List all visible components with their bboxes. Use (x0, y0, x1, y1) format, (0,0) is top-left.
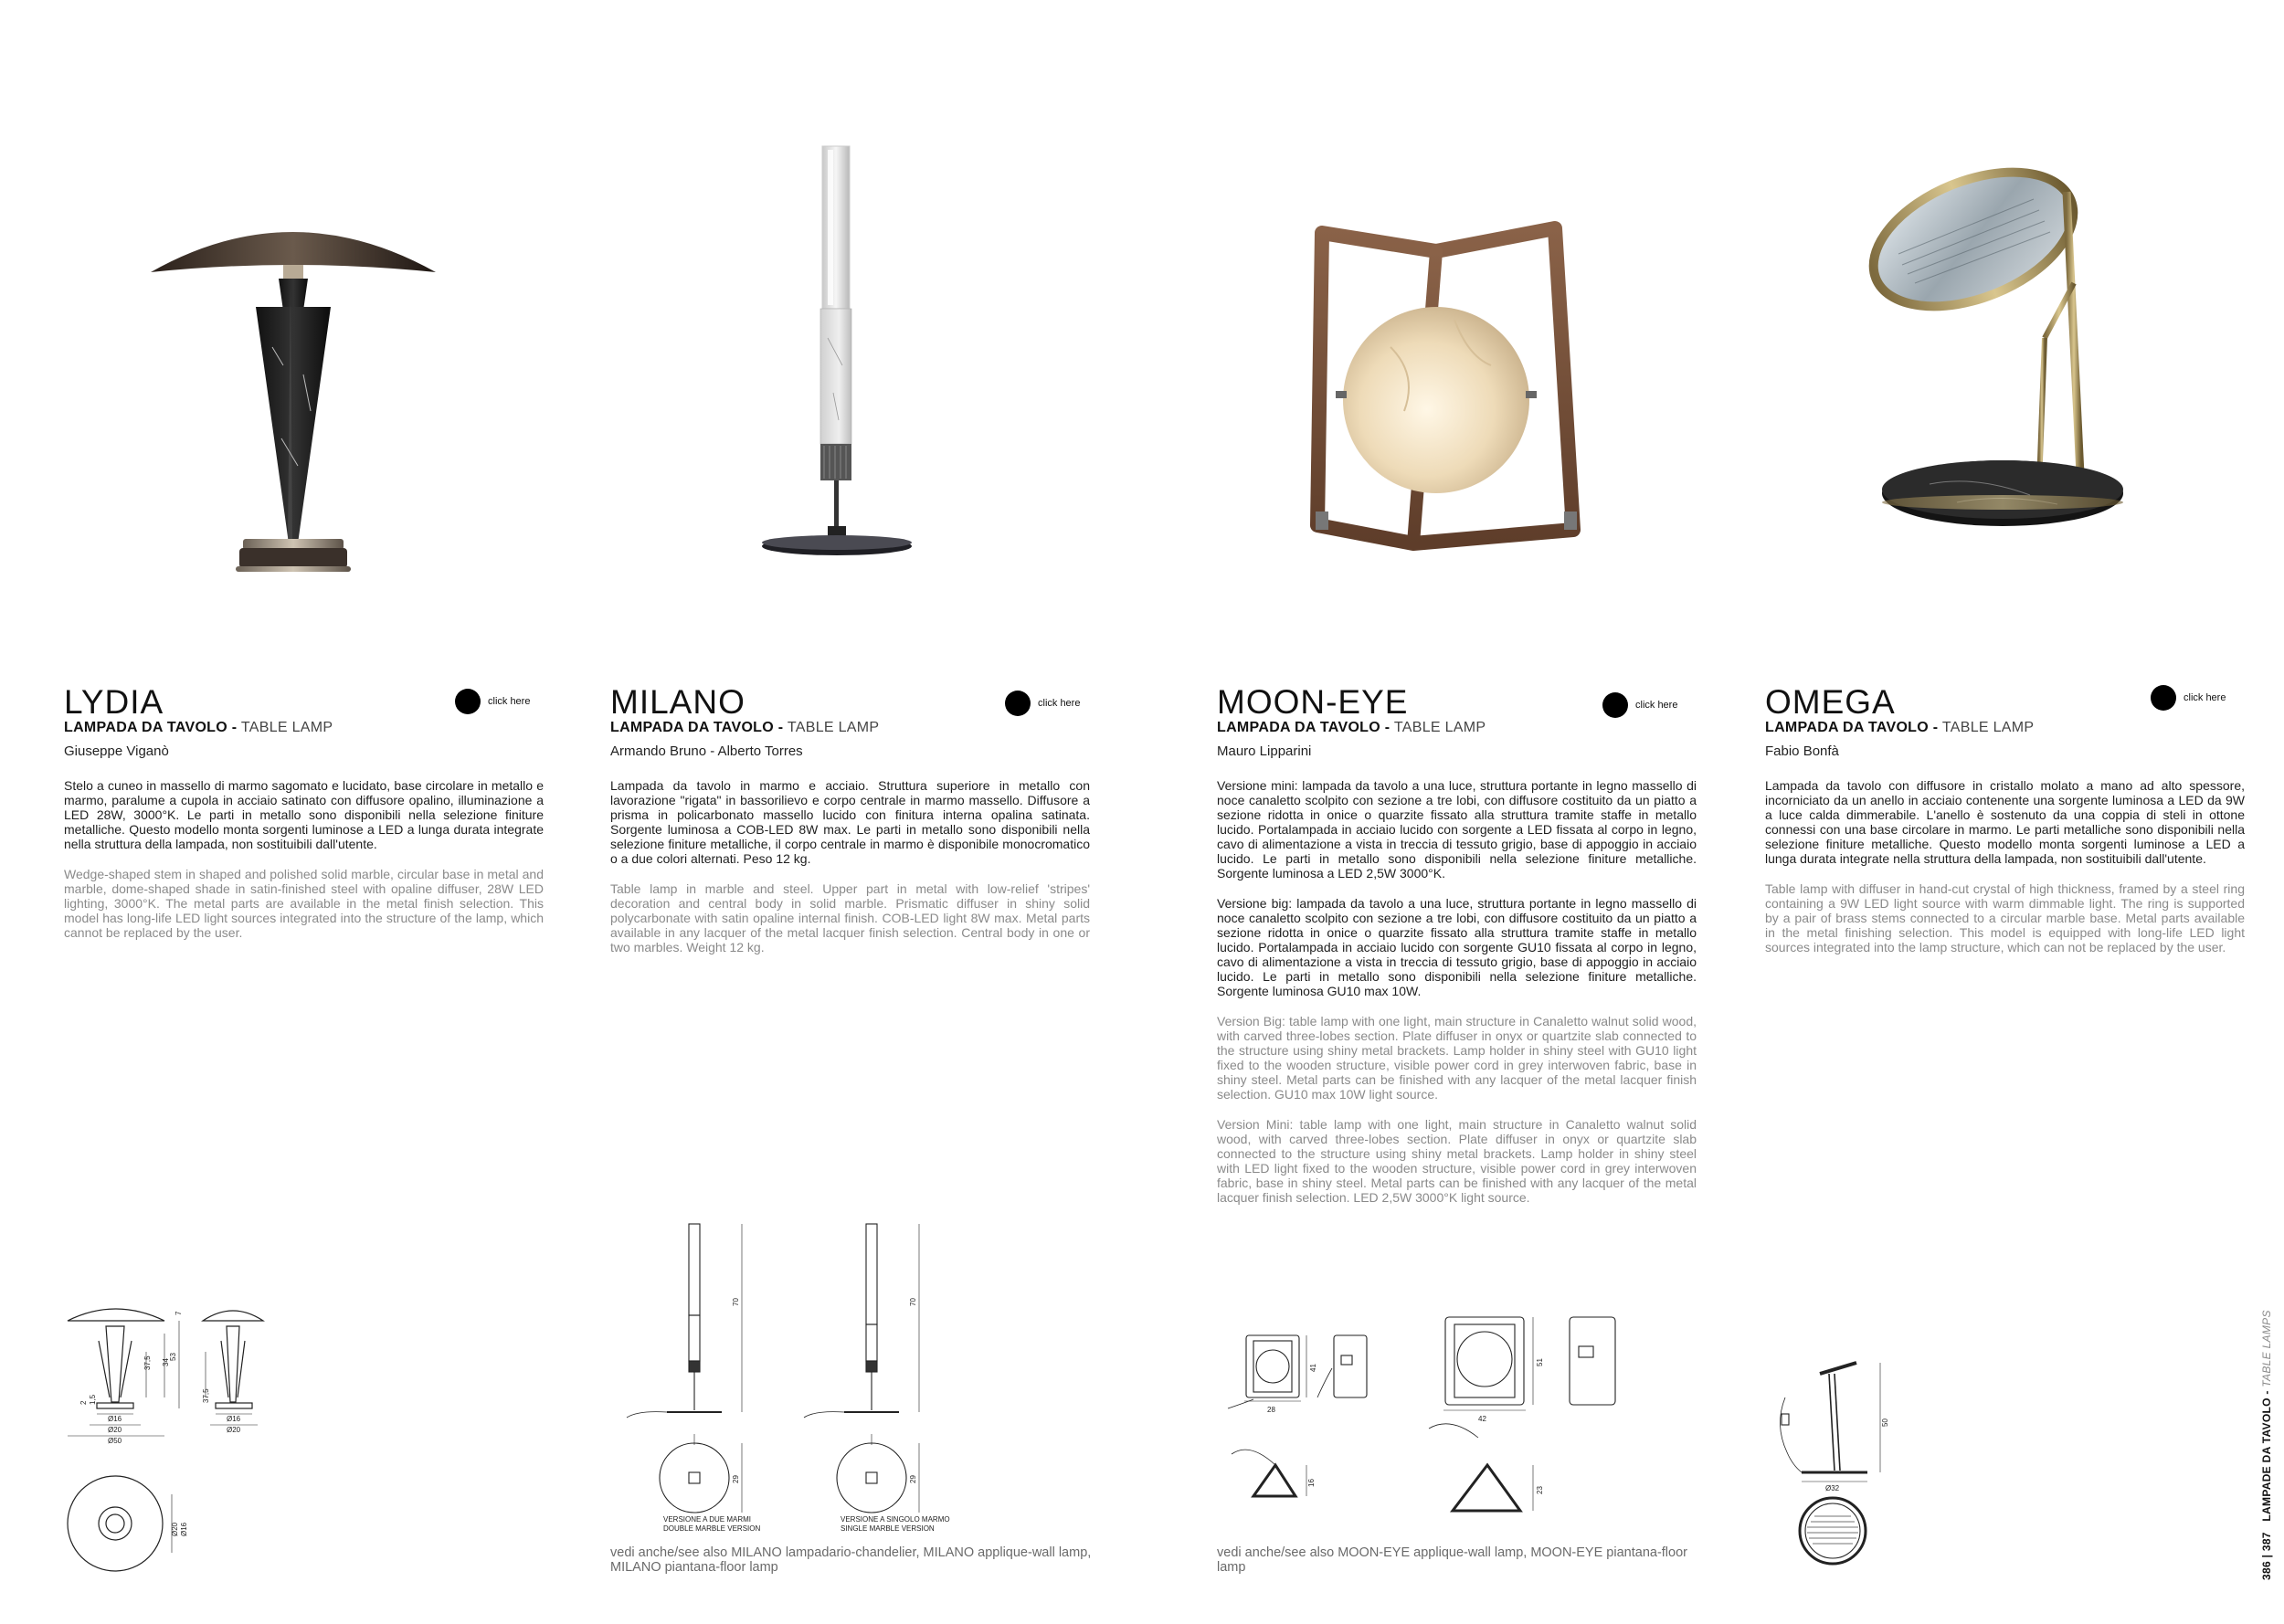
description-it-mini: Versione mini: lampada da tavolo a una luce, struttura portante in legno massello di noce canaletto scolpito con sezione a tre lobi, con diffusore costituito da un piatto a sezione ridotta in onice o quarzite fissato alla struttura tramite staffe in metallo lucido. Portalampada in acciaio lucido con sorgente a LED fissata al corpo in legno, cavo di alimentazione a vista in treccia di tessuto grigio, base di appoggio in acciaio lucido. Le parti in metallo sono disponibili nella selezione finiture metalliche. Sorgente luminosa a LED 2,5W 3000°K. (1217, 778, 1697, 881)
click-here-label: click here (488, 696, 531, 707)
see-also: vedi anche/see also MOON-EYE applique-wall lamp, MOON-EYE piantana-floor lamp (1217, 1545, 1687, 1575)
designer: Fabio Bonfà (1765, 743, 1839, 759)
dim-label: Ø16 (227, 1415, 241, 1423)
dim-label: 70 (732, 1298, 740, 1306)
description (64, 778, 544, 955)
dim-label: Ø20 (171, 1522, 179, 1536)
product-name: OMEGA (1765, 683, 1896, 721)
black-dot-icon (1602, 692, 1628, 718)
click-here-button[interactable] (1005, 691, 1080, 716)
description-en: Wedge-shaped stem in shaped and polished solid marble, circular base in metal and marble, dome-shaped shade in satin-finished steel with opaline diffuser, 28W LED lighting, 3000°K. The metal parts are available in the metal finish selection. This model has long-life LED light sources integrated into the structure of the lamp, which cannot be replaced by the user. (64, 867, 544, 940)
type-en: TABLE LAMP (1393, 720, 1486, 735)
moon-eye-lamp-photo (1217, 137, 1710, 575)
dim-label: 50 (1881, 1418, 1889, 1427)
black-dot-icon (2151, 685, 2176, 711)
dim-label: Ø20 (227, 1426, 241, 1434)
description-it: Lampada da tavolo in marmo e acciaio. Struttura superiore in metallo con lavorazione "rigata" in bassorilievo e corpo centrale in marmo massello. Diffusore a prisma in policarbonato massello lucido con finitura interna opalina satinata. Sorgente luminosa a COB-LED 8W max. Le parti in metallo sono disponibili nella selezione finiture metalliche, il corpo centrale in marmo è disponibile monocromatico o a due colori alternati. Peso 12 kg. (610, 778, 1090, 866)
version-label: DOUBLE MARBLE VERSION (663, 1524, 761, 1533)
dim-label: 2 (79, 1400, 88, 1405)
description-it-big: Versione big: lampada da tavolo a una luce, struttura portante in legno massello di noce canaletto scolpito con sezione a tre lobi, con diffusore costituito da un piatto a sezione ridotta in onice o quarzite fissato alla struttura tramite staffe in metallo lucido. Portalampada in acciaio lucido con sorgente GU10 fissata al corpo in legno, cavo di alimentazione a vista in treccia di tessuto grigio, base di appoggio in acciaio lucido. Le parti in metallo sono disponibili nella selezione finiture metalliche. Sorgente luminosa GU10 max 10W. (1217, 896, 1697, 998)
product-type (1765, 720, 2034, 736)
dim-label: 42 (1478, 1415, 1486, 1423)
dim-label: Ø20 (108, 1426, 122, 1434)
dim-label: 34 (162, 1358, 170, 1366)
dim-label: 53 (169, 1353, 177, 1361)
dim-label: Ø16 (180, 1522, 188, 1536)
click-here-button[interactable] (455, 689, 530, 714)
omega-technical-drawings (1765, 1361, 1948, 1585)
dim-label: Ø32 (1825, 1484, 1840, 1492)
type-it: LAMPADA DA TAVOLO - (610, 720, 784, 735)
omega-lamp-photo (1765, 137, 2258, 575)
product-moon-eye (1217, 0, 1710, 1624)
lydia-technical-drawings (64, 1297, 338, 1594)
milano-technical-drawings (610, 1215, 976, 1533)
type-it: LAMPADA DA TAVOLO - (1217, 720, 1390, 735)
dim-label: 16 (1307, 1479, 1316, 1487)
product-milano (610, 0, 1104, 1624)
version-label: VERSIONE A DUE MARMI (663, 1515, 752, 1524)
dim-label: 1,5 (89, 1394, 97, 1405)
product-type (610, 720, 879, 736)
black-dot-icon (455, 689, 481, 714)
dim-label: 41 (1309, 1364, 1317, 1372)
product-omega (1765, 0, 2258, 1624)
dim-label: 28 (1267, 1406, 1275, 1414)
type-en: TABLE LAMP (240, 720, 333, 735)
designer: Giuseppe Viganò (64, 743, 169, 759)
type-it: LAMPADA DA TAVOLO - (1765, 720, 1939, 735)
section-title-en: TABLE LAMPS (2260, 1310, 2273, 1387)
section-title: LAMPADE DA TAVOLO - (2260, 1390, 2273, 1522)
type-en: TABLE LAMP (787, 720, 880, 735)
dim-label: 70 (909, 1298, 917, 1306)
dim-label: Ø50 (108, 1437, 122, 1445)
dim-label: 37,5 (143, 1355, 152, 1370)
click-here-button[interactable] (1602, 692, 1677, 718)
description-it: Stelo a cuneo in massello di marmo sagomato e lucidato, base circolare in metallo e marmo, paralume a cupola in acciaio satinato con diffusore opalino, illuminazione a LED 28W, 3000°K. Le parti in metallo sono disponibili nella selezione finiture metalliche. Questo modello monta sorgenti luminose a LED a lunga durata integrate nella struttura della lampada, non sostituibili dall'utente. (64, 778, 544, 851)
description-en: Table lamp with diffuser in hand-cut crystal of high thickness, framed by a steel ring containing a 9W LED light source with warm dimmable light. The ring is supported by a pair of brass stems connected to a circular marble base. Metal parts available in the metal finishing selection. This model is equipped with long-life LED light sources integrated into the lamp structure, which can not be replaced by the user. (1765, 881, 2245, 954)
product-type (64, 720, 333, 736)
product-name: MILANO (610, 683, 745, 721)
designer: Armando Bruno - Alberto Torres (610, 743, 803, 759)
black-dot-icon (1005, 691, 1031, 716)
type-it: LAMPADA DA TAVOLO - (64, 720, 238, 735)
designer: Mauro Lipparini (1217, 743, 1312, 759)
description-en-big: Version Big: table lamp with one light, main structure in Canaletto walnut solid wood, with carved three-lobes section. Plate diffuser in onyx or quartzite slab connected to the structure using shiny metal brackets. Lamp holder in shiny steel with GU10 light fixed to the wooden structure, visible power cord in grey interwoven fabric, base in shiny steel. Metal parts can be finished with any lacquer of the metal lacquer finish selection. GU10 max 10W light source. (1217, 1014, 1697, 1102)
description-it: Lampada da tavolo con diffusore in cristallo molato a mano ad alto spessore, incorniciato da un anello in acciaio contenente una sorgente luminosa a LED da 9W a luce calda dimmerabile. L'anello è sostenuto da una coppia di steli in ottone connessi con una base circolare in marmo. Le parti metalliche sono disponibili nella selezione finiture metalliche. Questo modello monta sorgenti luminose a LED a lunga durata integrate nella struttura della lampada, non sostituibili dall'utente. (1765, 778, 2245, 866)
dim-label: 37,5 (202, 1388, 210, 1403)
type-en: TABLE LAMP (1941, 720, 2035, 735)
click-here-label: click here (1038, 698, 1081, 709)
dim-label: 29 (732, 1475, 740, 1483)
version-label: VERSIONE A SINGOLO MARMO (841, 1515, 950, 1524)
page-side-label (2260, 1310, 2273, 1580)
page-numbers: 386 | 387 (2260, 1532, 2273, 1580)
click-here-label: click here (1635, 700, 1678, 711)
description (1217, 778, 1697, 1220)
click-here-label: click here (2184, 692, 2226, 703)
version-label: SINGLE MARBLE VERSION (841, 1524, 935, 1533)
moon-eye-technical-drawings (1217, 1308, 1692, 1541)
see-also: vedi anche/see also MILANO lampadario-chandelier, MILANO applique-wall lamp, MILANO piantana-floor lamp (610, 1545, 1092, 1575)
dim-label: 7 (174, 1311, 183, 1315)
description (610, 778, 1090, 970)
milano-lamp-photo (610, 137, 1104, 575)
description-en: Table lamp in marble and steel. Upper part in metal with low-relief 'stripes' decoration and central body in solid marble. Prismatic diffuser in shiny solid polycarbonate with satin opaline internal finish. COB-LED light 8W max. Metal parts available in any lacquer of the metal lacquer finish selection. Central body in one or two marbles. Weight 12 kg. (610, 881, 1090, 954)
dim-label: 29 (909, 1475, 917, 1483)
click-here-button[interactable] (2151, 685, 2226, 711)
dim-label: 51 (1536, 1358, 1544, 1366)
description-en-mini: Version Mini: table lamp with one light, main structure in Canaletto walnut solid wood, with carved three-lobes section. Plate diffuser in onyx or quartzite slab connected to the structure using shiny metal brackets. Lamp holder in shiny steel with LED light fixed to the wooden structure, visible power cord in grey interwoven fabric, base in shiny steel. Metal parts can be finished with any lacquer of the metal lacquer finish selection. LED 2,5W 3000°K light source. (1217, 1117, 1697, 1205)
product-name: MOON-EYE (1217, 683, 1409, 721)
product-type (1217, 720, 1486, 736)
lydia-lamp-photo (64, 137, 557, 575)
description (1765, 778, 2245, 970)
dim-label: Ø16 (108, 1415, 122, 1423)
product-name: LYDIA (64, 683, 164, 721)
dim-label: 23 (1536, 1486, 1544, 1494)
product-lydia (64, 0, 557, 1624)
